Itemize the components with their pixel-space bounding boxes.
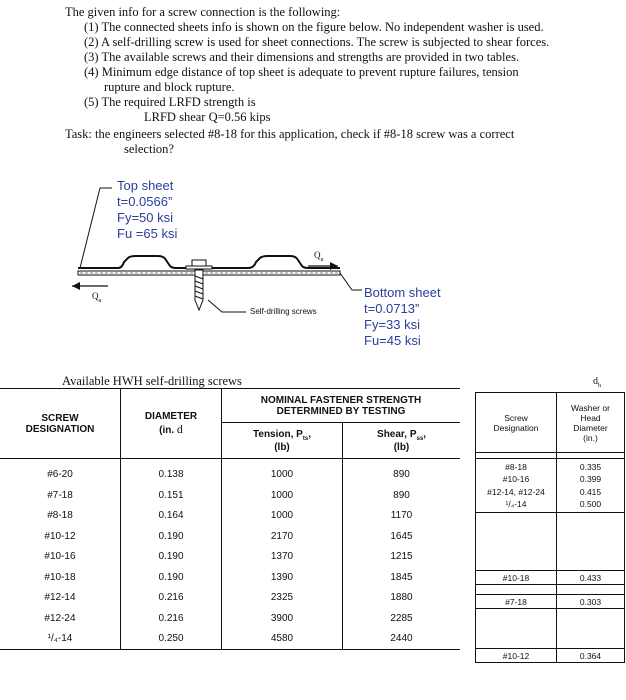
table-row: [0, 465, 460, 486]
cell-designation: #10-16: [0, 547, 121, 568]
cell-shear: 2285: [390, 612, 413, 624]
cell-diameter: 0.138: [121, 465, 222, 486]
top-sheet-leader: [80, 188, 112, 268]
cell-designation: #10-18: [0, 567, 121, 588]
t2-h-designation: Screw Designation: [476, 393, 557, 453]
item-5-value: LRFD shear Q=0.56 kips: [144, 110, 271, 124]
cell-tension: 1390: [222, 567, 343, 588]
item-2: (2) A self-drilling screw is used for sheet connections. The screw is subjected to shear forces.: [84, 35, 550, 49]
cell-tension: 1000: [222, 506, 343, 527]
t2-group1-values: 0.335 0.399 0.415 0.500: [557, 459, 625, 513]
bottom-sheet-fy: Fy=33 ksi: [364, 317, 420, 332]
cell-shear: 890: [393, 469, 410, 481]
h-designation: SCREW DESIGNATION: [0, 389, 121, 459]
cell-diameter: 0.164: [121, 506, 222, 527]
table-row: [0, 608, 460, 629]
cell-shear: 2440: [390, 633, 413, 644]
table-row: [0, 485, 460, 506]
table-row: [0, 629, 460, 650]
cell-designation: ¹/₄-14: [0, 629, 121, 650]
t2-h-washer: Washer or Head Diameter (in.): [557, 393, 625, 453]
t2-row-7-18: #7-18 0.303: [476, 595, 625, 609]
cell-tension: 1370: [222, 547, 343, 568]
task-line-1: Task: the engineers selected #8-18 for this application, check if #8-18 screw was a correct: [65, 127, 515, 141]
cell-tension: 2170: [222, 526, 343, 547]
cell-tension: 2325: [222, 588, 343, 609]
cell-shear: 1215: [390, 551, 413, 563]
t2-row-10-12: #10-12 0.364: [476, 649, 625, 663]
item-4: (4) Minimum edge distance of top sheet is adequate to prevent rupture failures, tension: [84, 65, 519, 79]
bottom-sheet-thickness: t=0.0713”: [364, 301, 420, 316]
bottom-sheet-leader: [340, 273, 362, 290]
screw-head: [192, 260, 206, 266]
intro-text: The given info for a screw connection is the following:: [65, 5, 341, 19]
top-sheet-title: Top sheet: [117, 178, 174, 193]
cell-designation: #10-12: [0, 526, 121, 547]
dh-label: $d_h$: [593, 376, 601, 389]
cell-designation: #7-18: [0, 485, 121, 506]
cell-designation: #6-20: [0, 465, 121, 486]
top-sheet-thickness: t=0.0566”: [117, 194, 173, 209]
cell-shear: 1845: [390, 571, 413, 583]
cell-designation: #12-14: [0, 588, 121, 609]
cell-tension: 3900: [222, 608, 343, 629]
h-diameter: DIAMETER (in. d: [121, 389, 222, 459]
cell-designation: #12-24: [0, 608, 121, 629]
t2-row-10-18: #10-18 0.433: [476, 571, 625, 585]
screw-strength-table: [0, 388, 460, 650]
cell-diameter: 0.190: [121, 547, 222, 568]
table1-caption: Available HWH self-drilling screws: [62, 374, 242, 388]
cell-tension: 1000: [222, 465, 343, 486]
h-shear: Shear, $P_{ss}$, (lb): [343, 423, 461, 459]
cell-shear: 1645: [390, 530, 413, 542]
h-nominal: NOMINAL FASTENER STRENGTH DETERMINED BY TESTING: [222, 389, 461, 423]
cell-diameter: 0.190: [121, 567, 222, 588]
q-left-label: $Q_u$: [92, 291, 102, 304]
t2-group1-row: [476, 459, 625, 513]
cell-diameter: 0.151: [121, 485, 222, 506]
cell-tension: 4580: [222, 629, 343, 650]
h-tension: Tension, $P_{ts}$, (lb): [222, 423, 343, 459]
table-row: [0, 567, 460, 588]
table-row: [0, 547, 460, 568]
item-5: (5) The required LRFD strength is: [84, 95, 256, 109]
cell-designation: #8-18: [0, 506, 121, 527]
item-1: (1) The connected sheets info is shown on the figure below. No independent washer is used.: [84, 20, 544, 34]
t2-group1-designations: #8-18 #10-16 #12-14, #12-24 ¹/₄-14: [476, 459, 557, 513]
top-sheet-fu: Fu =65 ksi: [117, 226, 178, 241]
item-3: (3) The available screws and their dimensions and strengths are provided in two tables.: [84, 50, 520, 64]
cell-diameter: 0.216: [121, 608, 222, 629]
bottom-sheet-title: Bottom sheet: [364, 285, 441, 300]
bottom-sheet-fu: Fu=45 ksi: [364, 333, 421, 348]
cell-diameter: 0.250: [121, 629, 222, 650]
cell-tension: 1000: [222, 485, 343, 506]
cell-diameter: 0.216: [121, 588, 222, 609]
table-row: [0, 506, 460, 527]
task-line-2: selection?: [124, 142, 174, 156]
cell-shear: 890: [393, 489, 410, 501]
cell-shear: 1170: [390, 510, 413, 522]
screw-leader: [208, 300, 246, 312]
screw-label: Self-drilling screws: [250, 307, 317, 316]
screw-washer: [186, 266, 212, 269]
cell-shear: 1880: [390, 592, 413, 604]
q-left-arrowhead: [72, 282, 80, 290]
q-right-label: $Q_u$: [314, 250, 324, 263]
cell-diameter: 0.190: [121, 526, 222, 547]
item-4-cont: rupture and block rupture.: [104, 80, 235, 94]
top-sheet-fy: Fy=50 ksi: [117, 210, 173, 225]
table-row: [0, 588, 460, 609]
table-row: [0, 526, 460, 547]
washer-diameter-table: [475, 392, 625, 663]
